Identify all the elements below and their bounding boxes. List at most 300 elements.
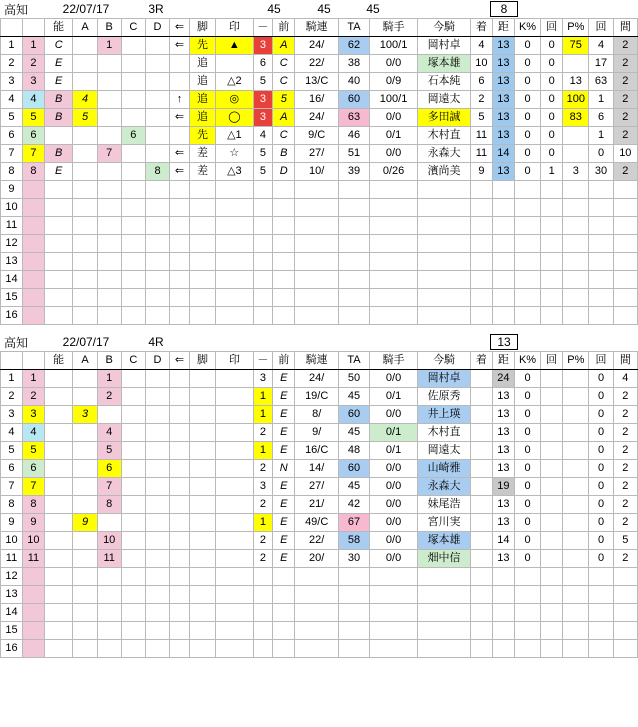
cell-ta: 45 xyxy=(339,478,370,496)
cell-a: 5 xyxy=(73,109,97,127)
cell-n1: 12 xyxy=(1,568,23,586)
table-row[interactable] xyxy=(1,73,638,91)
cell-ta: 30 xyxy=(339,550,370,568)
cell-kiren: 19/C xyxy=(295,388,339,406)
cell-shirushi xyxy=(216,271,253,289)
cell-kan xyxy=(613,568,637,586)
cell-kishu xyxy=(369,271,417,289)
cell-kan: 2 xyxy=(613,478,637,496)
cell-kishu: 0/1 xyxy=(369,424,417,442)
cell-nou: E xyxy=(44,73,73,91)
col-header: 回 xyxy=(541,19,563,37)
cell-arrow xyxy=(170,460,190,478)
cell-n1: 11 xyxy=(1,550,23,568)
cell-imanori: 岡遠太 xyxy=(418,91,471,109)
cell-a: 3 xyxy=(73,406,97,424)
cell-mae: E xyxy=(273,550,295,568)
col-header: K% xyxy=(514,352,540,370)
cell-arrow xyxy=(170,388,190,406)
cell-d xyxy=(145,532,169,550)
table-row[interactable] xyxy=(1,199,638,217)
box-value: 13 xyxy=(490,334,518,350)
cell-p xyxy=(563,388,589,406)
cell-n1: 13 xyxy=(1,586,23,604)
table-row[interactable] xyxy=(1,235,638,253)
cell-kiren: 10/ xyxy=(295,163,339,181)
cell-n1: 6 xyxy=(1,460,23,478)
table-row[interactable] xyxy=(1,217,638,235)
cell-imanori: 石本純 xyxy=(418,73,471,91)
cell-kai xyxy=(541,235,563,253)
cell-shirushi xyxy=(216,370,253,388)
cell-b xyxy=(97,199,121,217)
cell-chaku xyxy=(470,271,492,289)
cell-b xyxy=(97,181,121,199)
cell-ta xyxy=(339,217,370,235)
cell-kishu: 0/0 xyxy=(369,514,417,532)
cell-n2: 9 xyxy=(22,514,44,532)
table-row[interactable] xyxy=(1,127,638,145)
col-header: 印 xyxy=(216,352,253,370)
cell-mae: 5 xyxy=(273,91,295,109)
cell-imanori xyxy=(418,235,471,253)
col-header: 前 xyxy=(273,19,295,37)
cell-nou xyxy=(44,424,73,442)
cell-kiren: 14/ xyxy=(295,460,339,478)
cell-kyori: 13 xyxy=(492,109,514,127)
cell-chaku xyxy=(470,406,492,424)
cell-ta: 62 xyxy=(339,37,370,55)
cell-c xyxy=(121,442,145,460)
cell-n1: 5 xyxy=(1,442,23,460)
cell-b xyxy=(97,91,121,109)
cell-kan xyxy=(613,271,637,289)
col-header: 脚 xyxy=(189,19,215,37)
table-header-row xyxy=(1,19,638,37)
cell-kai2: 0 xyxy=(589,388,613,406)
cell-shirushi: △3 xyxy=(216,163,253,181)
table-row[interactable] xyxy=(1,442,638,460)
cell-dash: 5 xyxy=(253,163,273,181)
cell-dash xyxy=(253,253,273,271)
cell-kai2: 63 xyxy=(589,73,613,91)
col-header: D xyxy=(145,19,169,37)
cell-arrow xyxy=(170,622,190,640)
cell-arrow xyxy=(170,640,190,658)
cell-chaku xyxy=(470,640,492,658)
cell-k: 0 xyxy=(514,514,540,532)
cell-kishu: 0/1 xyxy=(369,388,417,406)
cell-imanori: 畑中信 xyxy=(418,550,471,568)
col-header: ⇐ xyxy=(170,19,190,37)
cell-kiren xyxy=(295,199,339,217)
table-row[interactable] xyxy=(1,37,638,55)
cell-chaku xyxy=(470,181,492,199)
cell-p xyxy=(563,514,589,532)
cell-arrow xyxy=(170,496,190,514)
cell-p: 3 xyxy=(563,163,589,181)
cell-k: 0 xyxy=(514,442,540,460)
cell-dash: 2 xyxy=(253,496,273,514)
cell-kyori: 13 xyxy=(492,127,514,145)
cell-chaku xyxy=(470,622,492,640)
cell-b xyxy=(97,289,121,307)
cell-d xyxy=(145,199,169,217)
table-row[interactable] xyxy=(1,289,638,307)
cell-kiren xyxy=(295,307,339,325)
cell-d xyxy=(145,478,169,496)
cell-arrow xyxy=(170,550,190,568)
cell-dash: 3 xyxy=(253,37,273,55)
cell-kishu: 0/0 xyxy=(369,145,417,163)
cell-n1: 3 xyxy=(1,73,23,91)
cell-kyaku xyxy=(189,568,215,586)
venue-label: 高知 xyxy=(4,335,29,350)
cell-kai2: 0 xyxy=(589,496,613,514)
cell-kishu: 0/0 xyxy=(369,478,417,496)
table-row[interactable] xyxy=(1,307,638,325)
cell-kyori xyxy=(492,307,514,325)
cell-k xyxy=(514,253,540,271)
cell-kishu: 0/0 xyxy=(369,370,417,388)
cell-kai2: 0 xyxy=(589,442,613,460)
table-row[interactable] xyxy=(1,550,638,568)
cell-dash: 2 xyxy=(253,460,273,478)
cell-arrow xyxy=(170,181,190,199)
cell-kai xyxy=(541,424,563,442)
cell-shirushi xyxy=(216,640,253,658)
cell-arrow xyxy=(170,370,190,388)
cell-n1: 15 xyxy=(1,622,23,640)
cell-kai xyxy=(541,550,563,568)
cell-dash xyxy=(253,289,273,307)
cell-kyaku xyxy=(189,271,215,289)
col-header xyxy=(22,352,44,370)
cell-chaku: 10 xyxy=(470,55,492,73)
cell-kyori: 13 xyxy=(492,55,514,73)
table-row[interactable] xyxy=(1,478,638,496)
col-header: 能 xyxy=(44,352,73,370)
cell-b xyxy=(97,163,121,181)
cell-imanori: 多田誠 xyxy=(418,109,471,127)
table-row[interactable] xyxy=(1,406,638,424)
cell-dash: 6 xyxy=(253,55,273,73)
cell-kishu: 100/1 xyxy=(369,91,417,109)
cell-dash: 3 xyxy=(253,109,273,127)
cell-chaku xyxy=(470,586,492,604)
cell-dash xyxy=(253,622,273,640)
cell-kiren xyxy=(295,271,339,289)
table-row[interactable] xyxy=(1,496,638,514)
cell-imanori: 井上瑛 xyxy=(418,406,471,424)
table-row[interactable] xyxy=(1,109,638,127)
cell-n2: 3 xyxy=(22,406,44,424)
cell-shirushi xyxy=(216,253,253,271)
cell-a xyxy=(73,532,97,550)
cell-nou xyxy=(44,604,73,622)
cell-a xyxy=(73,289,97,307)
cell-nou: E xyxy=(44,55,73,73)
col-header: P% xyxy=(563,352,589,370)
cell-imanori: 塚本雄 xyxy=(418,532,471,550)
cell-kan xyxy=(613,622,637,640)
cell-k xyxy=(514,604,540,622)
cell-kai2: 0 xyxy=(589,406,613,424)
cell-p xyxy=(563,145,589,163)
cell-k: 0 xyxy=(514,370,540,388)
cell-kai xyxy=(541,568,563,586)
cell-d xyxy=(145,370,169,388)
table-row[interactable] xyxy=(1,55,638,73)
cell-mae: E xyxy=(273,370,295,388)
cell-k: 0 xyxy=(514,55,540,73)
cell-kyori: 13 xyxy=(492,424,514,442)
cell-kishu: 0/0 xyxy=(369,550,417,568)
cell-ta xyxy=(339,586,370,604)
race-label: 4R xyxy=(148,335,164,349)
cell-d xyxy=(145,442,169,460)
cell-imanori xyxy=(418,307,471,325)
cell-p xyxy=(563,235,589,253)
cell-c xyxy=(121,91,145,109)
cell-kyori xyxy=(492,271,514,289)
cell-a xyxy=(73,604,97,622)
cell-chaku: 5 xyxy=(470,109,492,127)
cell-k: 0 xyxy=(514,496,540,514)
cell-shirushi xyxy=(216,550,253,568)
cell-b xyxy=(97,127,121,145)
cell-chaku xyxy=(470,550,492,568)
cell-nou xyxy=(44,586,73,604)
cell-c xyxy=(121,622,145,640)
cell-n1: 9 xyxy=(1,514,23,532)
cell-kai xyxy=(541,442,563,460)
cell-kiren: 24/ xyxy=(295,109,339,127)
cell-k xyxy=(514,199,540,217)
cell-kan xyxy=(613,235,637,253)
table-row[interactable] xyxy=(1,622,638,640)
cell-kan xyxy=(613,307,637,325)
cell-p xyxy=(563,460,589,478)
cell-n1: 14 xyxy=(1,271,23,289)
cell-d xyxy=(145,586,169,604)
num-2: 45 xyxy=(317,2,331,16)
cell-mae xyxy=(273,235,295,253)
cell-b xyxy=(97,307,121,325)
table-row[interactable] xyxy=(1,145,638,163)
cell-kyori xyxy=(492,622,514,640)
cell-dash xyxy=(253,271,273,289)
cell-kyaku xyxy=(189,622,215,640)
cell-chaku: 4 xyxy=(470,37,492,55)
cell-kishu xyxy=(369,568,417,586)
cell-nou xyxy=(44,370,73,388)
cell-n2 xyxy=(22,289,44,307)
cell-ta: 63 xyxy=(339,109,370,127)
cell-kai xyxy=(541,217,563,235)
cell-kishu xyxy=(369,253,417,271)
cell-nou xyxy=(44,640,73,658)
table-row[interactable] xyxy=(1,370,638,388)
cell-kiren: 9/ xyxy=(295,424,339,442)
cell-n1: 5 xyxy=(1,109,23,127)
cell-a xyxy=(73,199,97,217)
table-row[interactable] xyxy=(1,568,638,586)
cell-imanori: 濱尚美 xyxy=(418,163,471,181)
cell-d xyxy=(145,271,169,289)
cell-ta xyxy=(339,271,370,289)
cell-mae xyxy=(273,307,295,325)
cell-kiren xyxy=(295,640,339,658)
cell-n1: 14 xyxy=(1,604,23,622)
cell-ta: 45 xyxy=(339,424,370,442)
cell-kishu: 0/1 xyxy=(369,127,417,145)
table-row[interactable] xyxy=(1,460,638,478)
cell-kiren: 22/ xyxy=(295,55,339,73)
block-header-0 xyxy=(0,0,638,18)
table-row[interactable] xyxy=(1,388,638,406)
cell-p xyxy=(563,307,589,325)
cell-imanori: 岡村卓 xyxy=(418,370,471,388)
cell-kan: 2 xyxy=(613,550,637,568)
table-row[interactable] xyxy=(1,514,638,532)
table-row[interactable] xyxy=(1,271,638,289)
cell-n2 xyxy=(22,181,44,199)
cell-ta: 38 xyxy=(339,55,370,73)
cell-a xyxy=(73,145,97,163)
cell-k: 0 xyxy=(514,109,540,127)
cell-a xyxy=(73,253,97,271)
cell-arrow xyxy=(170,532,190,550)
cell-ta: 60 xyxy=(339,91,370,109)
cell-imanori: 佐原秀 xyxy=(418,388,471,406)
box-value: 8 xyxy=(490,1,518,17)
col-header: 回 xyxy=(541,352,563,370)
cell-chaku: 11 xyxy=(470,145,492,163)
cell-ta: 40 xyxy=(339,73,370,91)
cell-arrow: ⇐ xyxy=(170,37,190,55)
cell-b xyxy=(97,235,121,253)
table-row[interactable] xyxy=(1,640,638,658)
cell-dash xyxy=(253,235,273,253)
cell-shirushi xyxy=(216,406,253,424)
cell-a xyxy=(73,55,97,73)
cell-mae: C xyxy=(273,127,295,145)
table-row[interactable] xyxy=(1,604,638,622)
table-row[interactable] xyxy=(1,586,638,604)
cell-imanori: 山崎雅 xyxy=(418,460,471,478)
cell-arrow xyxy=(170,406,190,424)
cell-kai xyxy=(541,586,563,604)
cell-kai xyxy=(541,307,563,325)
date-label: 22/07/17 xyxy=(62,2,110,16)
cell-p: 13 xyxy=(563,73,589,91)
cell-arrow xyxy=(170,73,190,91)
cell-nou xyxy=(44,622,73,640)
cell-kyori xyxy=(492,199,514,217)
num-1: 45 xyxy=(267,2,281,16)
cell-c xyxy=(121,217,145,235)
cell-mae: B xyxy=(273,145,295,163)
cell-kiren: 27/ xyxy=(295,145,339,163)
table-row[interactable] xyxy=(1,253,638,271)
cell-d xyxy=(145,37,169,55)
cell-kai2: 17 xyxy=(589,55,613,73)
table-row[interactable] xyxy=(1,91,638,109)
cell-d: 8 xyxy=(145,163,169,181)
cell-kishu xyxy=(369,622,417,640)
cell-kai2 xyxy=(589,271,613,289)
table-row[interactable] xyxy=(1,424,638,442)
cell-kai: 1 xyxy=(541,163,563,181)
col-header: ⇐ xyxy=(170,352,190,370)
cell-a: 4 xyxy=(73,91,97,109)
cell-b xyxy=(97,586,121,604)
cell-b: 11 xyxy=(97,550,121,568)
cell-kai xyxy=(541,604,563,622)
cell-d xyxy=(145,568,169,586)
cell-mae: C xyxy=(273,55,295,73)
col-header: 能 xyxy=(44,19,73,37)
cell-kan: 2 xyxy=(613,406,637,424)
cell-n1: 8 xyxy=(1,496,23,514)
cell-k: 0 xyxy=(514,550,540,568)
cell-kai xyxy=(541,271,563,289)
cell-kan xyxy=(613,199,637,217)
cell-imanori: 木村直 xyxy=(418,424,471,442)
cell-shirushi xyxy=(216,217,253,235)
table-row[interactable] xyxy=(1,181,638,199)
cell-shirushi xyxy=(216,478,253,496)
cell-kai xyxy=(541,514,563,532)
cell-shirushi xyxy=(216,55,253,73)
cell-chaku xyxy=(470,442,492,460)
cell-kiren xyxy=(295,253,339,271)
col-header: B xyxy=(97,352,121,370)
cell-n1: 11 xyxy=(1,217,23,235)
cell-n1: 8 xyxy=(1,163,23,181)
cell-kan xyxy=(613,253,637,271)
cell-mae: E xyxy=(273,406,295,424)
cell-kai2 xyxy=(589,217,613,235)
cell-kiren: 13/C xyxy=(295,73,339,91)
table-row[interactable] xyxy=(1,163,638,181)
cell-c xyxy=(121,289,145,307)
cell-a xyxy=(73,550,97,568)
cell-b xyxy=(97,640,121,658)
cell-p xyxy=(563,586,589,604)
cell-kishu xyxy=(369,235,417,253)
cell-kan: 4 xyxy=(613,370,637,388)
cell-mae: E xyxy=(273,496,295,514)
cell-kai2: 30 xyxy=(589,163,613,181)
cell-b: 1 xyxy=(97,370,121,388)
cell-p xyxy=(563,550,589,568)
cell-n2: 2 xyxy=(22,55,44,73)
cell-kishu xyxy=(369,199,417,217)
cell-imanori xyxy=(418,199,471,217)
table-row[interactable] xyxy=(1,532,638,550)
cell-d xyxy=(145,181,169,199)
cell-kyaku xyxy=(189,460,215,478)
cell-ta: 60 xyxy=(339,406,370,424)
cell-kishu xyxy=(369,307,417,325)
cell-shirushi xyxy=(216,586,253,604)
cell-n1: 2 xyxy=(1,388,23,406)
cell-n1: 12 xyxy=(1,235,23,253)
cell-d xyxy=(145,388,169,406)
cell-arrow xyxy=(170,568,190,586)
